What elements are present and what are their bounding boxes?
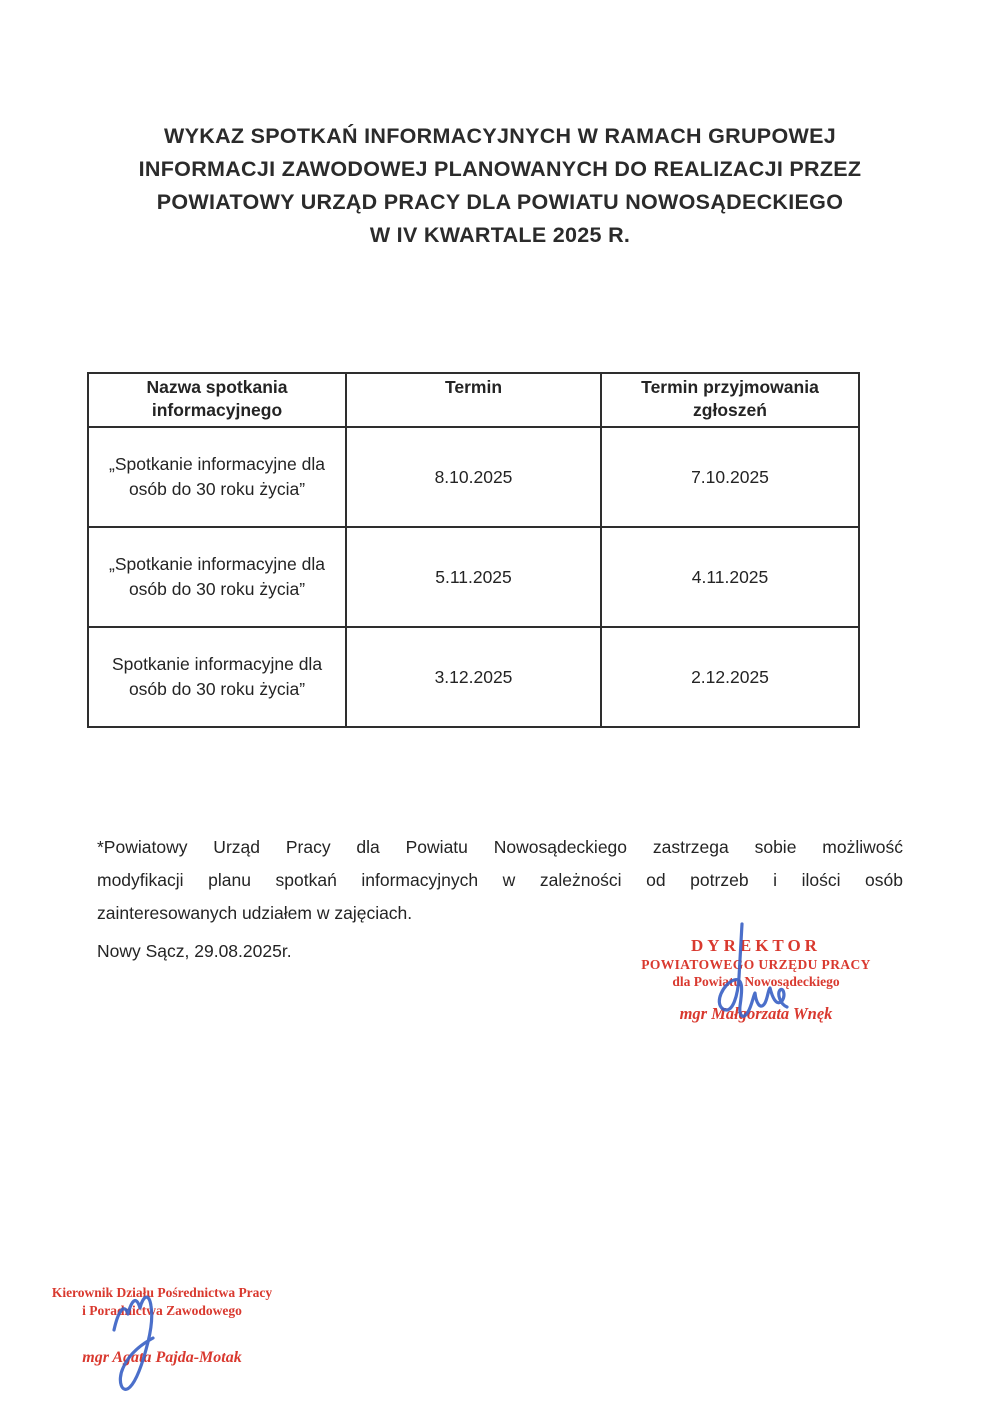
title-line-3: POWIATOWY URZĄD PRACY DLA POWIATU NOWOSĄDECKIEGO [156, 190, 844, 214]
director-stamp [628, 936, 884, 1024]
title-line-4: W IV KWARTALE 2025 R. [369, 223, 631, 247]
footnote-line-2: modyfikacji planu spotkań informacyjnych w zależności od potrzeb i ilości osób [97, 870, 903, 890]
cell-zgloszenia: 2.12.2025 [601, 627, 859, 727]
cell-meeting-name: Spotkanie informacyjne dla osób do 30 roku życia” [88, 627, 346, 727]
footnote-line-3: zainteresowanych udziałem w zajęciach. [97, 903, 413, 923]
director-stamp-district: dla Powiatu Nowosądeckiego [672, 974, 840, 989]
col-header-zgloszenia: Termin przyjmowania zgłoszeń [601, 373, 859, 427]
footnote [97, 831, 903, 930]
meetings-table [87, 372, 860, 728]
director-stamp-office: POWIATOWEGO URZĘDU PRACY [641, 957, 871, 972]
col-header-termin: Termin [346, 373, 601, 427]
footnote-line-1: *Powiatowy Urząd Pracy dla Powiatu Nowosądeckiego zastrzega sobie możliwość [97, 837, 903, 857]
cell-termin: 8.10.2025 [346, 427, 601, 527]
manager-stamp [38, 1284, 286, 1367]
table-row [88, 627, 859, 727]
table-header-row [88, 373, 859, 427]
manager-name: mgr Agata Pajda-Motak [82, 1349, 242, 1366]
cell-meeting-name: „Spotkanie informacyjne dla osób do 30 roku życia” [88, 427, 346, 527]
director-stamp-title: DYREKTOR [691, 936, 821, 955]
cell-zgloszenia: 7.10.2025 [601, 427, 859, 527]
cell-meeting-name: „Spotkanie informacyjne dla osób do 30 roku życia” [88, 527, 346, 627]
manager-stamp-title-2: i Poradnictwa Zawodowego [82, 1303, 242, 1318]
director-name: mgr Małgorzata Wnęk [679, 1004, 833, 1023]
col-header-meeting-name: Nazwa spotkania informacyjnego [88, 373, 346, 427]
cell-termin: 3.12.2025 [346, 627, 601, 727]
table-row [88, 427, 859, 527]
page-title [90, 120, 910, 252]
cell-zgloszenia: 4.11.2025 [601, 527, 859, 627]
title-line-1: WYKAZ SPOTKAŃ INFORMACYJNYCH W RAMACH GRUPOWEJ [164, 124, 836, 148]
cell-termin: 5.11.2025 [346, 527, 601, 627]
title-line-2: INFORMACJI ZAWODOWEJ PLANOWANYCH DO REALIZACJI PRZEZ [138, 157, 862, 181]
place-date-line: Nowy Sącz, 29.08.2025r. [97, 941, 292, 961]
table-row [88, 527, 859, 627]
manager-stamp-title: Kierownik Działu Pośrednictwa Pracy [51, 1285, 273, 1300]
